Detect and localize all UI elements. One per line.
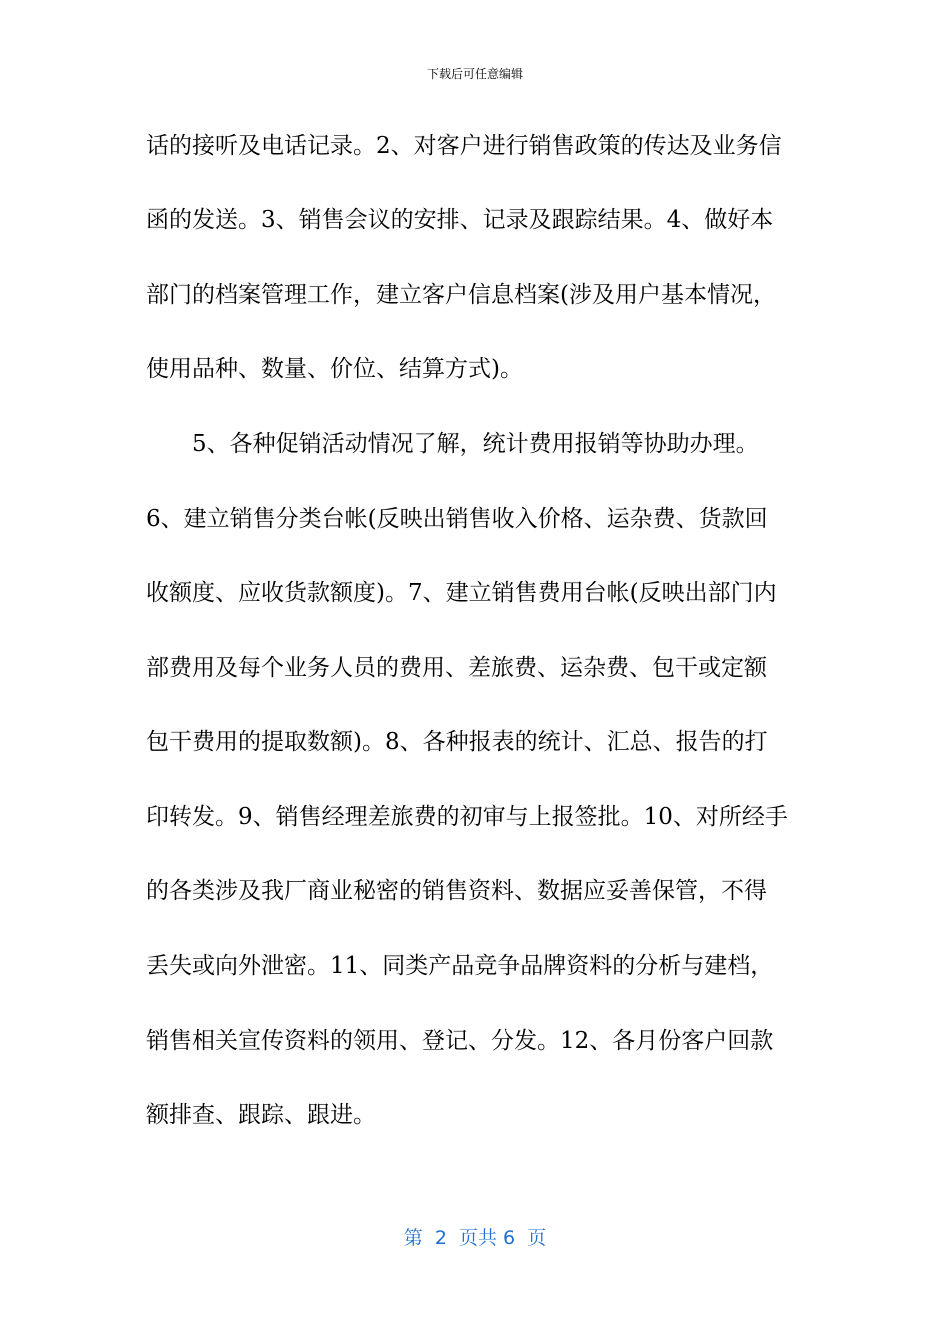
body-line-9: 包干费用的提取数额)。8、各种报表的统计、汇总、报告的打: [146, 729, 768, 755]
body-line-13: 销售相关宣传资料的领用、登记、分发。12、各月份客户回款: [146, 1028, 774, 1054]
body-line-3: 部门的档案管理工作，建立客户信息档案(涉及用户基本情况，: [146, 282, 776, 308]
body-line-14: 额排查、跟踪、跟进。: [146, 1102, 376, 1128]
body-line-1: 话的接听及电话记录。2、对客户进行销售政策的传达及业务信: [146, 133, 782, 159]
body-line-8: 部费用及每个业务人员的费用、差旅费、运杂费、包干或定额: [146, 655, 767, 681]
body-line-2: 函的发送。3、销售会议的安排、记录及跟踪结果。4、做好本: [146, 207, 774, 233]
body-line-11: 的各类涉及我厂商业秘密的销售资料、数据应妥善保管，不得: [146, 878, 767, 904]
body-line-7: 收额度、应收货款额度)。7、建立销售费用台帐(反映出部门内: [146, 580, 777, 606]
body-line-4: 使用品种、数量、价位、结算方式)。: [146, 356, 523, 382]
body-line-5-indented: 5、各种促销活动情况了解，统计费用报销等协助办理。: [192, 431, 759, 457]
page-number-footer: 第 2 页共 6 页: [403, 1227, 547, 1249]
page-header: 下载后可任意编辑: [426, 67, 523, 81]
body-line-12: 丢失或向外泄密。11、同类产品竞争品牌资料的分析与建档，: [146, 953, 774, 979]
body-line-6: 6、建立销售分类台帐(反映出销售收入价格、运杂费、货款回: [146, 506, 768, 532]
body-line-10: 印转发。9、销售经理差旅费的初审与上报签批。10、对所经手: [146, 804, 788, 830]
